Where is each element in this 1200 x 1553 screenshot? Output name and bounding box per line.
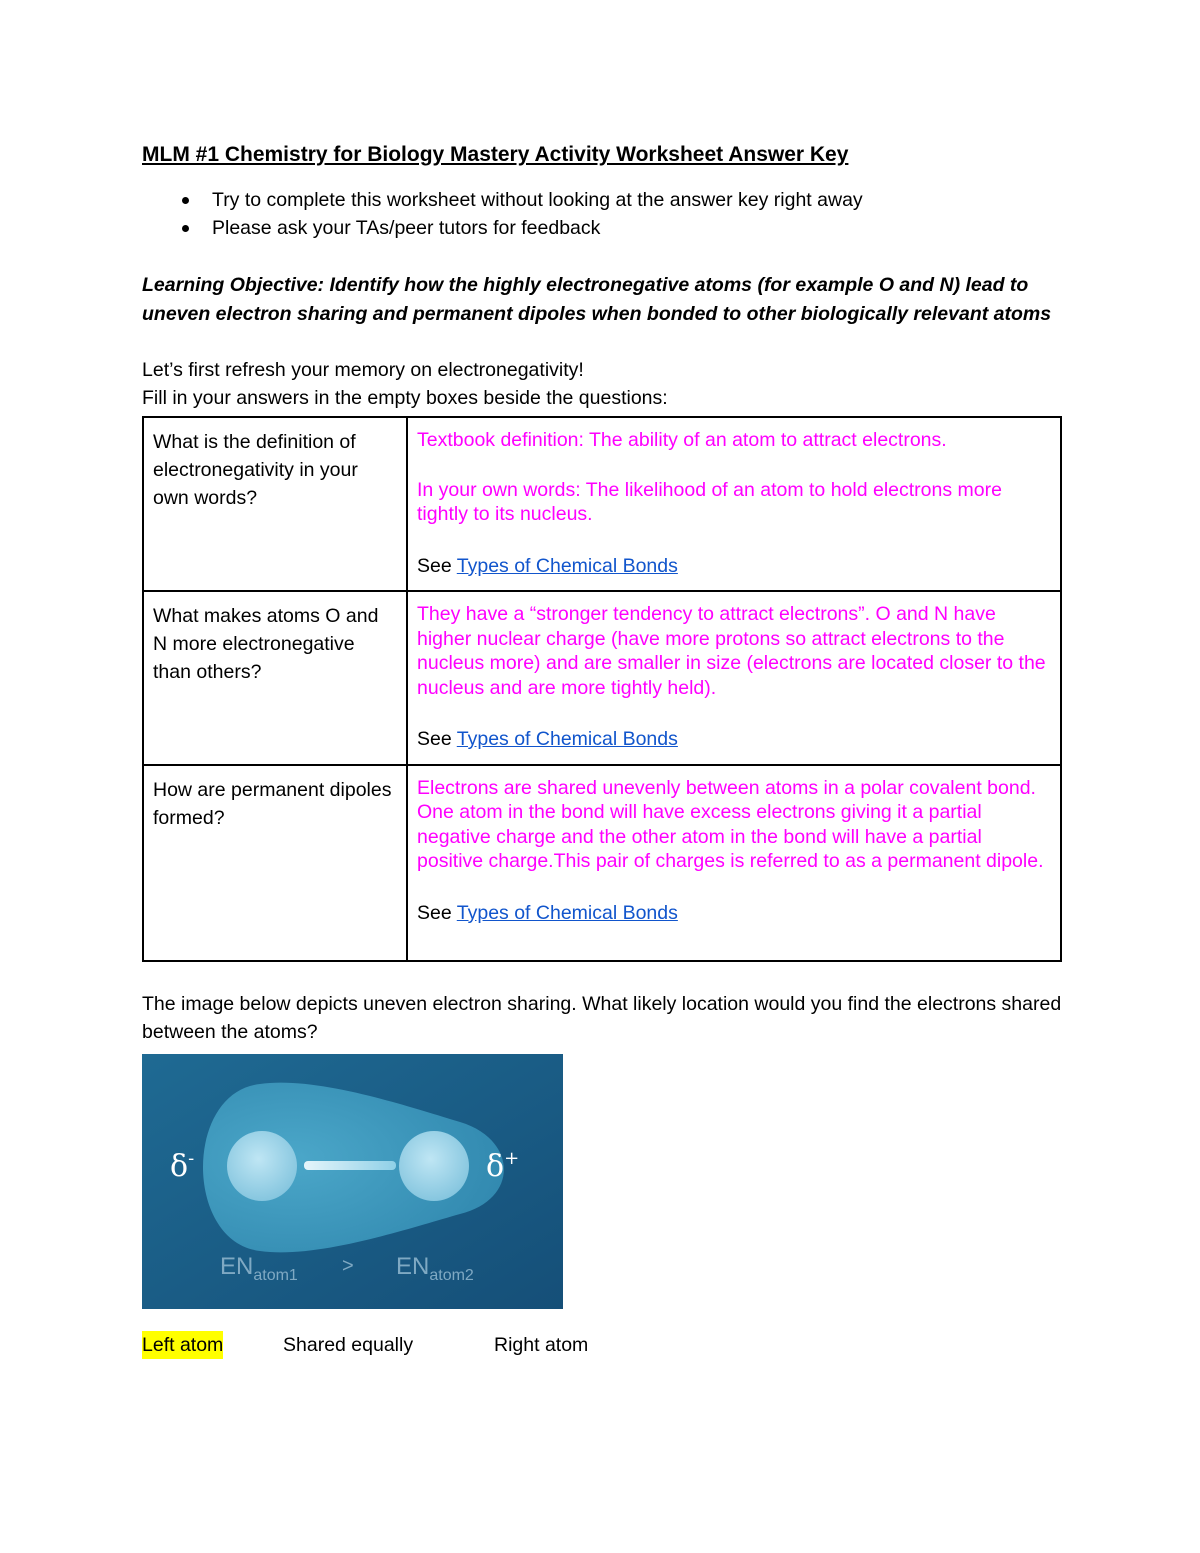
question-text: The image below depicts uneven electron sharing. What likely location would you find the electrons shared between the atoms? [142,992,1062,1043]
left-atom [227,1131,297,1201]
covalent-bond [304,1161,396,1170]
qa-table [142,416,1062,962]
greater-than-symbol: > [342,1254,354,1277]
answer-cell[interactable] [407,765,1061,961]
en-atom2-label: $EN_{atom2}$ [396,1252,474,1284]
table-row [143,417,1061,591]
reference: See Types of Chemical Bonds [417,728,678,750]
answer-text: Textbook definition: The ability of an atom to attract electrons. [417,429,947,451]
choice-right-atom[interactable]: Right atom [494,1333,589,1356]
question-cell: What makes atoms O and N more electronegative than others? [143,591,407,765]
en-atom1-label: $EN_{atom1}$ [220,1252,298,1284]
bullet-icon [182,197,189,204]
partial-positive-label: δ+ [486,1147,520,1184]
types-of-chemical-bonds-link[interactable]: Types of Chemical Bonds [456,554,678,577]
right-atom [399,1131,469,1201]
answer-text: Electrons are shared unevenly between atoms in a polar covalent bond. One atom in the bond will have excess electrons giving it a partial negative charge and the other atom in the bond will have a partial positive charge.This pair of charges is referred to as a permanent dipole. [417,776,1044,872]
learning-objective: Learning Objective: Identify how the highly electronegative atoms (for example O and N) lead to uneven electron sharing and permanent dipoles when bonded to other biologically relevant atoms [142,274,1052,325]
list-item: Please ask your TAs/peer tutors for feedback [142,214,1062,242]
page-title: MLM #1 Chemistry for Biology Mastery Activity Worksheet Answer Key [142,143,849,166]
answer-cell[interactable] [407,417,1061,591]
answer-choices [142,1331,1062,1361]
question-cell: How are permanent dipoles formed? [143,765,407,961]
partial-negative-label: δ- [170,1147,195,1184]
reference: See Types of Chemical Bonds [417,554,678,577]
question-cell: What is the definition of electronegativity in your own words? [143,417,407,591]
types-of-chemical-bonds-link[interactable]: Types of Chemical Bonds [456,728,678,750]
choice-shared-equally[interactable]: Shared equally [283,1333,414,1356]
choice-left-atom[interactable]: Left atom [142,1331,223,1359]
polar-bond-diagram [142,1054,563,1309]
instruction-text: Fill in your answers in the empty boxes beside the questions: [142,387,668,409]
intro-text: Let’s first refresh your memory on electronegativity! [142,359,584,381]
reference: See Types of Chemical Bonds [417,901,678,924]
answer-text: In your own words: The likelihood of an atom to hold electrons more tightly to its nucleus. [417,478,1002,525]
answer-text: They have a “stronger tendency to attract electrons”. O and N have higher nuclear charge (have more protons so attract electrons to the nucleus more) and are smaller in size (electrons are located closer to the nucleus and are more tightly held). [417,603,1046,699]
bullet-icon [182,225,189,232]
answer-cell[interactable] [407,591,1061,765]
worksheet-page [142,140,1062,1361]
instructions-list [142,186,1062,242]
table-row [143,765,1061,961]
list-item: Try to complete this worksheet without looking at the answer key right away [142,186,1062,214]
types-of-chemical-bonds-link[interactable]: Types of Chemical Bonds [456,901,678,924]
table-row [143,591,1061,765]
